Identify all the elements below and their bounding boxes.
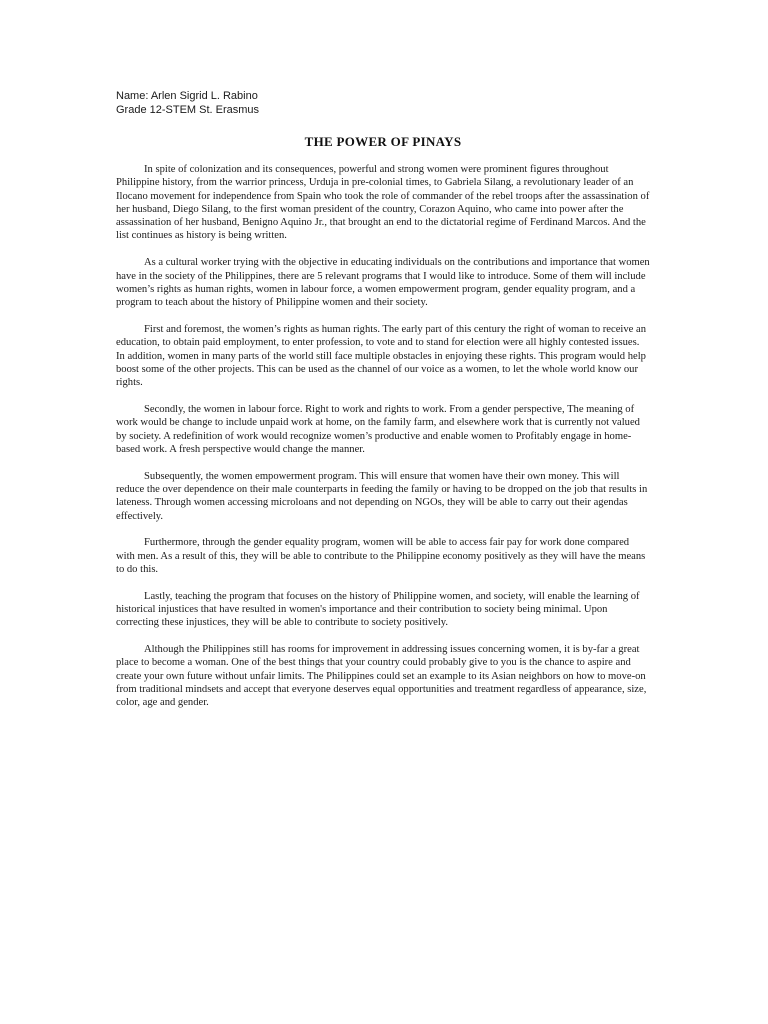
essay-title: THE POWER OF PINAYS bbox=[304, 134, 462, 149]
essay-body bbox=[116, 163, 650, 723]
essay-paragraph-2: As a cultural worker trying with the objective in educating individuals on the contributions and importance that women have in the society of the Philippines, there are 5 relevant programs that I would like to introduce. Some of them will include women’s rights as human rights, women in labour force, a women empowerment program, gender equality program, and a program to teach about the history of Philippine women and their society. bbox=[116, 257, 650, 309]
author-name-line: Name: Arlen Sigrid L. Rabino bbox=[116, 90, 258, 102]
essay-paragraph-8: Although the Philippines still has rooms for improvement in addressing issues concerning women, it is by-far a great place to become a woman. One of the best things that your country could probably give to you is the chance to aspire and create your own future without unfair limits. The Philippines could set an example to its Asian neighbors on how to move-on from traditional mindsets and accept that everyone deserves equal opportunities and treatment regardless of appearance, size, color, age and gender. bbox=[116, 644, 647, 709]
essay-paragraph-6: Furthermore, through the gender equality program, women will be able to access fair pay for work done compared with men. As a result of this, they will be able to contribute to the Philippine economy positively as they will have the means to do this. bbox=[116, 537, 646, 575]
essay-paragraph-1: In spite of colonization and its consequences, powerful and strong women were prominent figures throughout Philippine history, from the warrior princess, Urduja in pre-colonial times, to Gabriela Silang, a revolutionary leader of an Ilocano movement for independence from Spain who took the role of commander of the rebel troops after the assassination of her husband, Diego Silang, to the first woman president of the country, Corazon Aquino, who came into power after the assassination of her husband, Benigno Aquino Jr., that brought an end to the dictatorial regime of Ferdinand Marcos. And the list continues as history is being written. bbox=[116, 164, 650, 242]
essay-paragraph-5: Subsequently, the women empowerment program. This will ensure that women have their own money. This will reduce the over dependence on their male counterparts in feeding the family or having to be dropped on the job that results in lateness. Through women accessing microloans and not depending on NGOs, they will be able to carry out their agendas effectively. bbox=[116, 470, 648, 522]
author-header bbox=[116, 89, 259, 117]
author-grade-line: Grade 12-STEM St. Erasmus bbox=[116, 104, 260, 116]
essay-paragraph-4: Secondly, the women in labour force. Right to work and rights to work. From a gender perspective, The meaning of work would be change to include unpaid work at home, on the family farm, and elsewhere work that is currently not valued by society. A redefinition of work would recognize women’s productive and enable women to Profitably engage in home-based work. A fresh perspective would change the manner. bbox=[116, 403, 640, 455]
essay-paragraph-3: First and foremost, the women’s rights as human rights. The early part of this century the right of woman to receive an education, to obtain paid employment, to enter profession, to vote and to stand for election were all highly contested issues. In addition, women in many parts of the world still face multiple obstacles in enjoying these rights. This program would help boost some of the other projects. This can be used as the channel of our voice as a women, to let the whole world know our rights. bbox=[116, 323, 647, 389]
essay-paragraph-7: Lastly, teaching the program that focuses on the history of Philippine women, and society, will enable the learning of historical injustices that have resulted in women's importance and their contribution to society being minimal. Upon correcting these injustices, they will be able to contribute to society positively. bbox=[116, 590, 640, 629]
